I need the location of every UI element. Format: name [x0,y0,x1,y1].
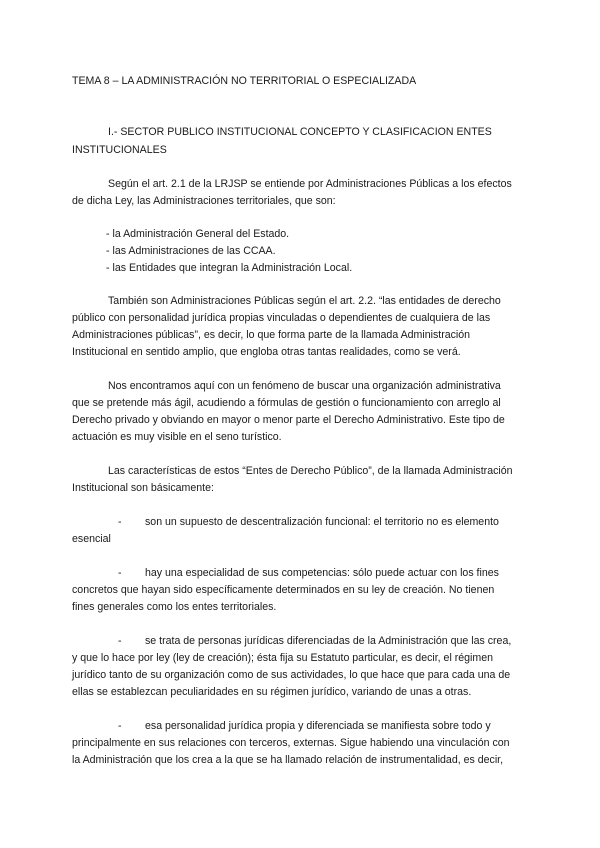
para4-line-1: Las características de estos “Entes de Derecho Público”, de la llamada Administración [108,465,513,477]
bullet-2-line-3: fines generales como los entes territoriales. [72,601,277,613]
para1-line-1: Según el art. 2.1 de la LRJSP se entiende por Administraciones Públicas a los efectos [108,178,512,190]
para3-line-3: Derecho privado y obviando en mayor o menor parte el Derecho Administrativo. Este tipo de [72,414,505,426]
section-heading-line-2: INSTITUCIONALES [72,144,167,156]
bullet-dash: - [118,516,122,528]
bullet-2-line-2: concretos que hayan sido específicamente determinados en su ley de creación. No tienen [72,584,495,596]
bullet-3-line-3: jurídico tanto de su organización como de sus actividades, lo que hace que para cada una de [72,669,511,681]
bullet-3-line-4: ellas se establezcan peculiaridades en su régimen jurídico, variando de unas a otras. [72,686,472,698]
para3-line-4: actuación es muy visible en el seno turístico. [72,431,282,443]
bullet-1-line-1: son un supuesto de descentralización funcional: el territorio no es elemento [145,516,499,528]
para2-line-4: Institucional en sentido amplio, que engloba otras tantas realidades, como se verá. [72,346,461,358]
para2-line-3: Administraciones públicas”, es decir, lo que forma parte de la llamada Administración [72,329,471,341]
bullet-3-line-2: y que lo hace por ley (ley de creación); ésta fija su Estatuto particular, es decir, el régimen [72,652,494,664]
section-heading-line-1: I.- SECTOR PUBLICO INSTITUCIONAL CONCEPTO Y CLASIFICACION ENTES [108,126,492,138]
bullet-2-line-1: hay una especialidad de sus competencias: sólo puede actuar con los fines [145,567,499,579]
bullet-4-line-1: esa personalidad jurídica propia y diferenciada se manifiesta sobre todo y [145,720,491,732]
list-item: - las Entidades que integran la Administración Local. [106,262,353,274]
bullet-4-line-3: la Administración que los crea a la que se ha llamado relación de instrumentalidad, es decir, [72,754,504,766]
para1-line-2: de dicha Ley, las Administraciones territoriales, que son: [72,195,336,207]
para3-line-1: Nos encontramos aquí con un fenómeno de buscar una organización administrativa [108,380,501,392]
bullet-dash: - [118,635,122,647]
bullet-dash: - [118,720,122,732]
para2-line-1: También son Administraciones Públicas según el art. 2.2. “las entidades de derecho [108,295,501,307]
bullet-3-line-1: se trata de personas jurídicas diferenciadas de la Administración que las crea, [145,635,512,647]
list-item: - la Administración General del Estado. [106,228,290,240]
bullet-dash: - [118,567,122,579]
list-item: - las Administraciones de las CCAA. [106,245,276,257]
bullet-4-line-2: principalmente en sus relaciones con terceros, externas. Sigue habiendo una vinculación con [72,737,510,749]
para4-line-2: Institucional son básicamente: [72,482,214,494]
para2-line-2: público con personalidad jurídica propias vinculadas o dependientes de cualquiera de las [72,312,491,324]
bullet-1-line-2: esencial [72,533,111,545]
page-title: TEMA 8 – LA ADMINISTRACIÓN NO TERRITORIAL O ESPECIALIZADA [72,75,417,87]
para3-line-2: que se pretende más ágil, acudiendo a fórmulas de gestión o funcionamiento con arreglo al [72,397,501,409]
